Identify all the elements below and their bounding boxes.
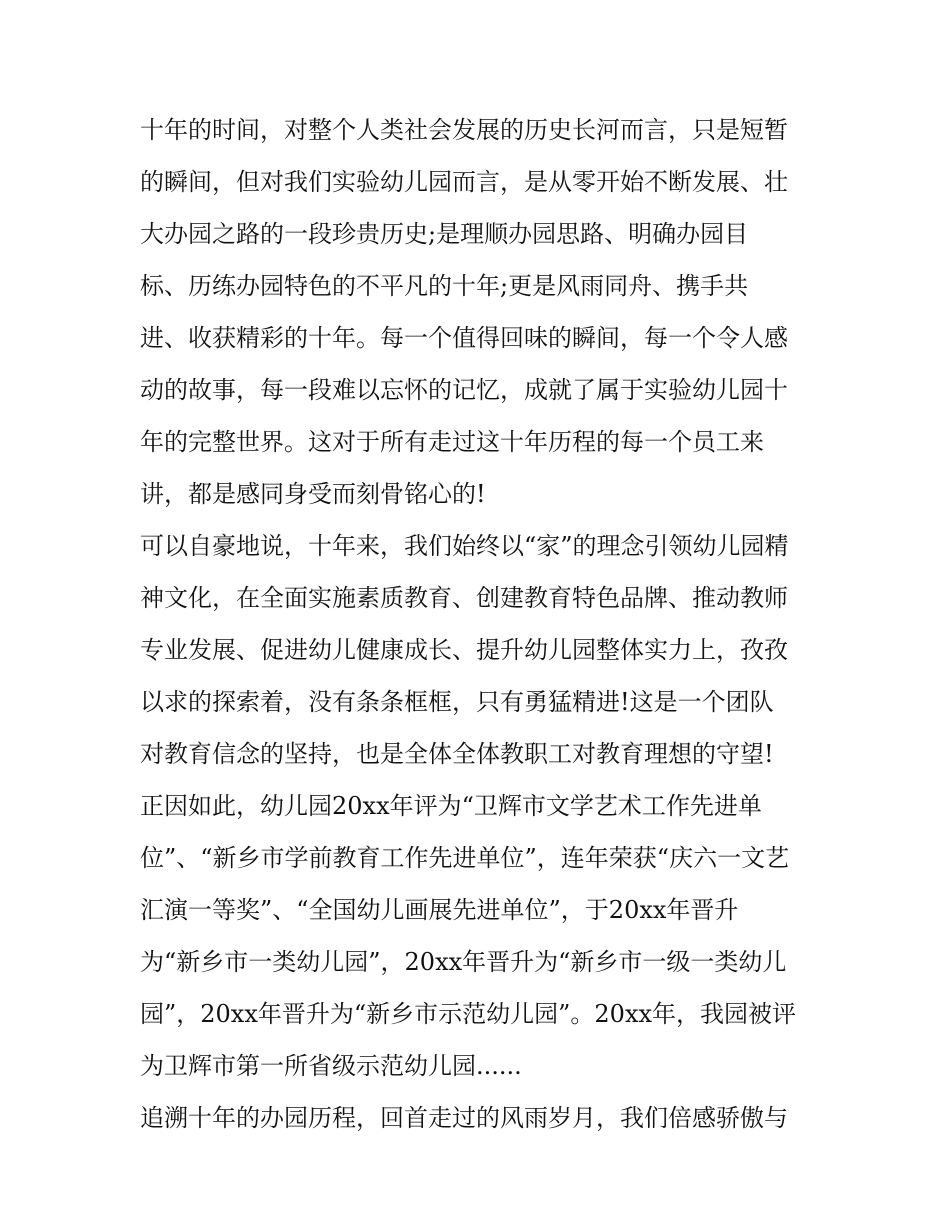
text-line: 园”，20xx年晋升为“新乡市示范幼儿园”。20xx年，我园被评	[140, 1000, 797, 1028]
document-body	[140, 104, 820, 1144]
text-line: 正因如此，幼儿园20xx年评为“卫辉市文学艺术工作先进单	[140, 792, 762, 820]
text-line: 进、收获精彩的十年。每一个值得回味的瞬间，每一个令人感	[140, 324, 788, 352]
text-line: 可以自豪地说，十年来，我们始终以“家”的理念引领幼儿园精	[140, 532, 789, 560]
text-line: 动的故事，每一段难以忘怀的记忆，成就了属于实验幼儿园十	[140, 376, 788, 404]
text-line: 神文化，在全面实施素质教育、创建教育特色品牌、推动教师	[140, 584, 788, 612]
text-line: 大办园之路的一段珍贵历史;是理顺办园思路、明确办园目	[140, 220, 749, 248]
text-line: 专业发展、促进幼儿健康成长、提升幼儿园整体实力上，孜孜	[140, 636, 788, 664]
text-line: 标、历练办园特色的不平凡的十年;更是风雨同舟、携手共	[140, 272, 749, 300]
text-line: 位”、“新乡市学前教育工作先进单位”，连年荣获“庆六一文艺	[140, 844, 790, 872]
text-line: 为“新乡市一类幼儿园”，20xx年晋升为“新乡市一级一类幼儿	[140, 948, 787, 976]
text-line: 十年的时间，对整个人类社会发展的历史长河而言，只是短暂	[140, 116, 788, 144]
text-line: 对教育信念的坚持，也是全体全体教职工对教育理想的守望!	[140, 740, 774, 768]
text-line: 讲，都是感同身受而刻骨铭心的!	[140, 480, 486, 508]
text-line: 以求的探索着，没有条条框框，只有勇猛精进!这是一个团队	[140, 688, 774, 716]
text-line: 年的完整世界。这对于所有走过这十年历程的每一个员工来	[140, 428, 764, 456]
text-line: 为卫辉市第一所省级示范幼儿园......	[140, 1052, 522, 1080]
text-line: 追溯十年的办园历程，回首走过的风雨岁月，我们倍感骄傲与	[140, 1104, 788, 1132]
text-line: 汇演一等奖”、“全国幼儿画展先进单位”，于20xx年晋升	[140, 896, 739, 924]
text-line: 的瞬间，但对我们实验幼儿园而言，是从零开始不断发展、壮	[140, 168, 788, 196]
